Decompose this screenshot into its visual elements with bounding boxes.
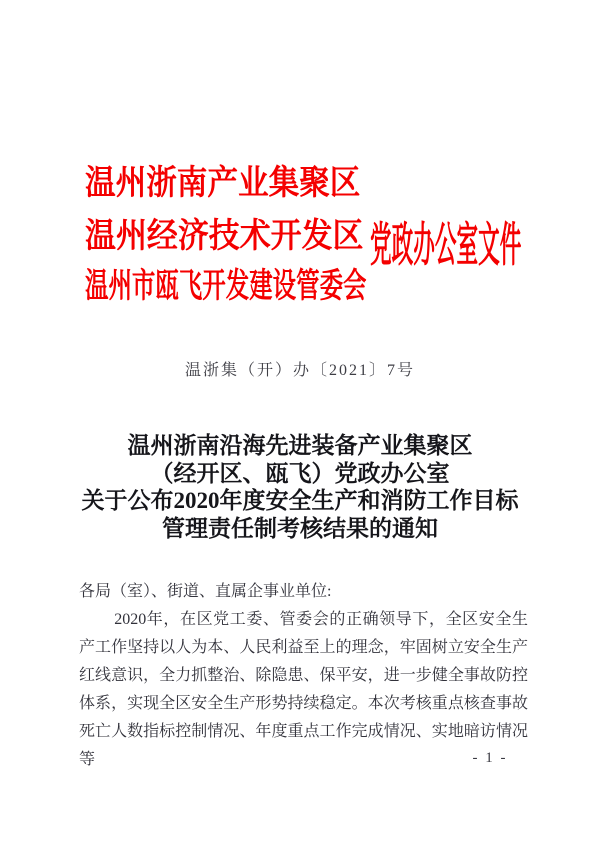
document-title bbox=[0, 432, 600, 542]
title-line-4: 管理责任制考核结果的通知 bbox=[162, 515, 438, 541]
title-line-2: （经开区、瓯飞）党政办公室 bbox=[150, 460, 450, 486]
body-paragraph: 2020年，在区党工委、管委会的正确领导下，全区安全生产工作坚持以人为本、人民利益至上的理念，牢固树立安全生产红线意识，全力抓整治、除隐患、保平安，进一步健全事故防控体系，实现全区安全生产形势持续稳定。本次考核重点核查事故死亡人数指标控制情况、年度重点工作完成情况、实地暗访情况等 bbox=[79, 611, 528, 768]
document-body bbox=[79, 578, 528, 774]
letterhead-document-type-label: 党政办公室文件 bbox=[370, 220, 522, 272]
letterhead-line-2: 温州经济技术开发区 bbox=[85, 218, 364, 255]
title-line-3: 关于公布2020年度安全生产和消防工作目标 bbox=[81, 488, 519, 513]
salutation-line: 各局（室）、街道、直属企事业单位: bbox=[79, 583, 332, 600]
page-number: - 1 - bbox=[472, 750, 508, 766]
document-number: 温浙集（开）办〔2021〕7号 bbox=[184, 362, 415, 379]
title-line-1: 温州浙南沿海先进装备产业集聚区 bbox=[127, 433, 473, 458]
letterhead-line-1: 温州浙南产业集聚区 bbox=[85, 165, 361, 202]
letterhead-line-3: 温州市瓯飞开发建设管委会 bbox=[85, 268, 367, 305]
